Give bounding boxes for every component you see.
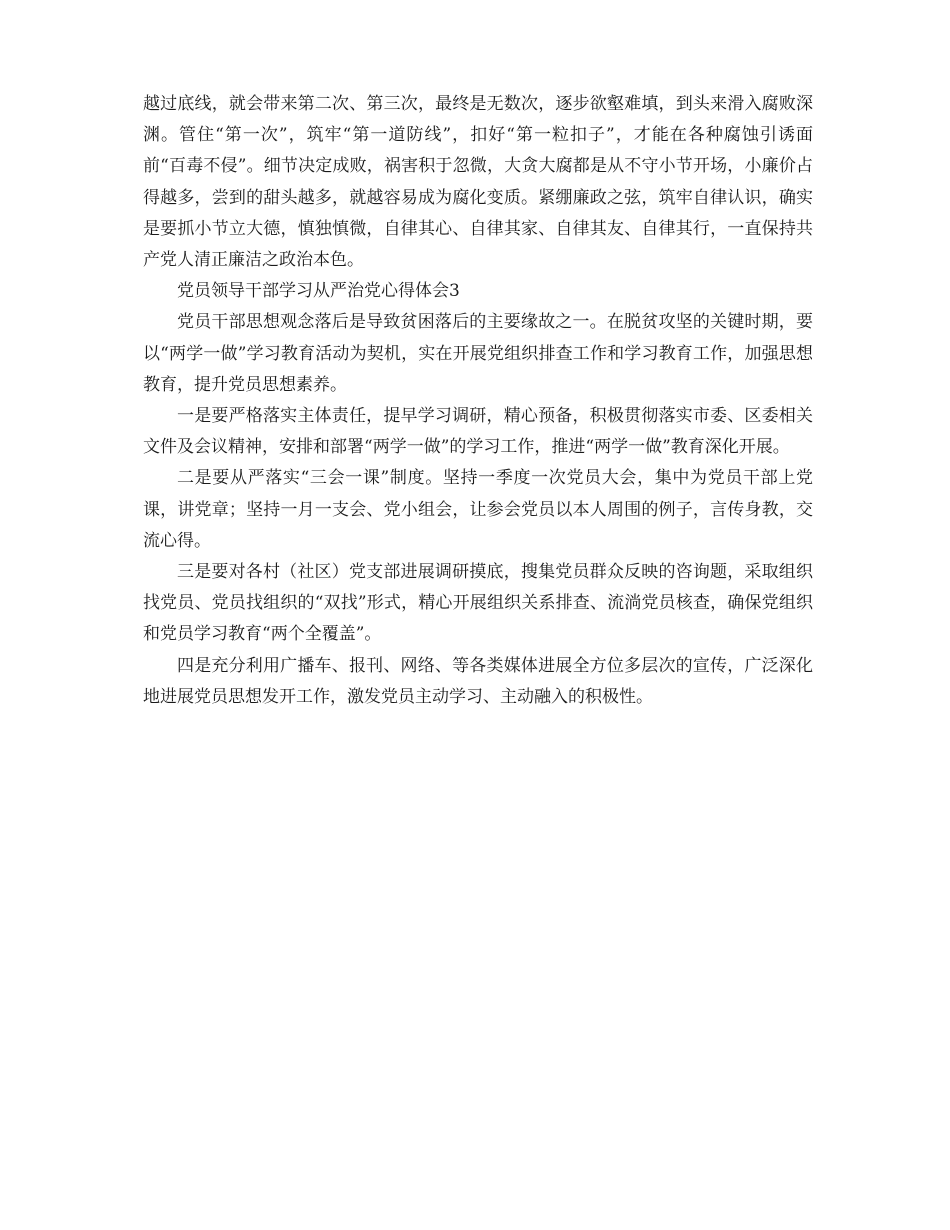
paragraph-point-two: 二是要从严落实“三会一课”制度。坚持一季度一次党员大会，集中为党员干部上党课，讲党章；坚持一月一支会、党小组会，让参会党员以本人周围的例子，言传身教，交流心得。	[143, 468, 813, 551]
paragraph-continuation: 越过底线，就会带来第二次、第三次，最终是无数次，逐步欲壑难填，到头来滑入腐败深渊。管住“第一次”，筑牢“第一道防线”，扣好“第一粒扣子”，才能在各种腐蚀引诱面前“百毒不侵”。细节决定成败，祸害积于忽微，大贪大腐都是从不守小节开场，小廉价占得越多，尝到的甜头越多，就越容易成为腐化变质。紧绷廉政之弦，筑牢自律认识，确实是要抓小节立大德，慎独慎微，自律其心、自律其家、自律其友、自律其行，一直保持共产党人清正廉洁之政治本色。	[143, 94, 813, 271]
paragraph-point-one: 一是要严格落实主体责任，提早学习调研，精心预备，积极贯彻落实市委、区委相关文件及会议精神，安排和部署“两学一做”的学习工作，推进“两学一做”教育深化开展。	[143, 406, 813, 458]
paragraph-point-three: 三是要对各村（社区）党支部进展调研摸底，搜集党员群众反映的咨询题，采取组织找党员、党员找组织的“双找”形式，精心开展组织关系排查、流淌党员核查，确保党组织和党员学习教育“两个全覆盖”。	[143, 562, 813, 645]
document-body	[143, 89, 813, 713]
section-heading: 党员领导干部学习从严治党心得体会3	[177, 281, 460, 302]
paragraph-point-four: 四是充分利用广播车、报刊、网络、等各类媒体进展全方位多层次的宣传，广泛深化地进展党员思想发开工作，激发党员主动学习、主动融入的积极性。	[143, 655, 813, 707]
paragraph-intro: 党员干部思想观念落后是导致贫困落后的主要缘故之一。在脱贫攻坚的关键时期，要以“两学一做”学习教育活动为契机，实在开展党组织排查工作和学习教育工作，加强思想教育，提升党员思想素养。	[143, 312, 813, 395]
